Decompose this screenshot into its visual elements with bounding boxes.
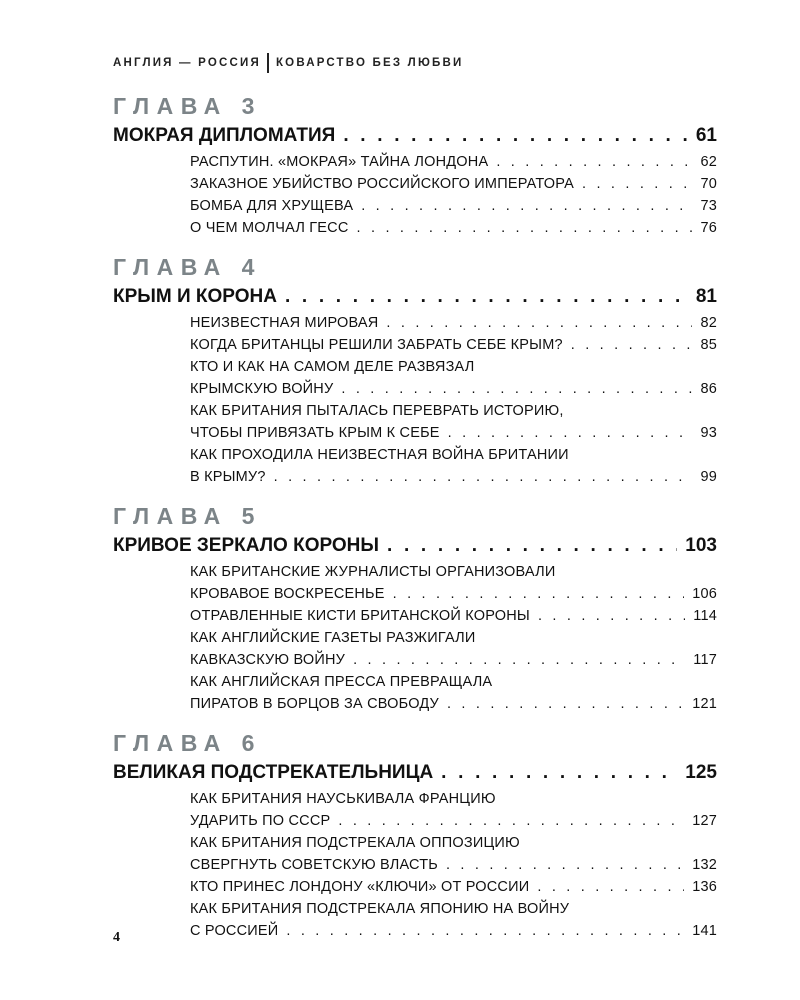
dot-leader: [537, 876, 684, 898]
dot-leader: [582, 173, 692, 195]
entry-title: БОМБА ДЛЯ ХРУЩЕВА: [190, 198, 354, 214]
toc-entry[interactable]: [190, 400, 717, 444]
chapter-entries: [190, 312, 717, 488]
chapter-6: [113, 729, 717, 942]
entry-page-number: 136: [692, 879, 717, 895]
chapter-title: КРЫМ И КОРОНА: [113, 286, 277, 307]
dot-leader: [341, 378, 692, 400]
dot-leader: [393, 583, 685, 605]
chapter-label: ГЛАВА 6: [113, 730, 262, 756]
dot-leader: [361, 195, 692, 217]
entry-title: НЕИЗВЕСТНАЯ МИРОВАЯ: [190, 315, 379, 331]
entry-title-line1: КАК АНГЛИЙСКАЯ ПРЕССА ПРЕВРАЩАЛА: [190, 674, 493, 690]
entry-title: В КРЫМУ?: [190, 469, 266, 485]
chapter-title: МОКРАЯ ДИПЛОМАТИЯ: [113, 125, 336, 146]
entry-title-line1: КТО И КАК НА САМОМ ДЕЛЕ РАЗВЯЗАЛ: [190, 359, 475, 375]
dot-leader: [386, 312, 692, 334]
chapter-page-number: 81: [695, 286, 717, 307]
dot-leader: [441, 758, 677, 788]
entry-page-number: 132: [692, 857, 717, 873]
chapter-label: ГЛАВА 3: [113, 93, 262, 119]
chapter-entries: [190, 788, 717, 942]
chapter-title-row[interactable]: [113, 282, 717, 312]
entry-page-number: 99: [700, 469, 717, 485]
dot-leader: [353, 649, 685, 671]
entry-title: КТО ПРИНЕС ЛОНДОНУ «КЛЮЧИ» ОТ РОССИИ: [190, 879, 530, 895]
entry-title: ЗАКАЗНОЕ УБИЙСТВО РОССИЙСКОГО ИМПЕРАТОРА: [190, 176, 574, 192]
entry-title-line1: КАК БРИТАНИЯ ПОДСТРЕКАЛА ОППОЗИЦИЮ: [190, 835, 520, 851]
toc-entry[interactable]: [190, 444, 717, 488]
dot-leader: [274, 466, 693, 488]
chapter-label: ГЛАВА 4: [113, 254, 262, 280]
entry-title: С РОССИЕЙ: [190, 923, 279, 939]
entry-title: СВЕРГНУТЬ СОВЕТСКУЮ ВЛАСТЬ: [190, 857, 438, 873]
dot-leader: [343, 121, 688, 151]
dot-leader: [496, 151, 692, 173]
entry-title-line1: КАК БРИТАНСКИЕ ЖУРНАЛИСТЫ ОРГАНИЗОВАЛИ: [190, 564, 556, 580]
chapter-title-row[interactable]: [113, 758, 717, 788]
header-left: АНГЛИЯ — РОССИЯ: [113, 57, 261, 69]
toc-entry[interactable]: [190, 832, 717, 876]
entry-page-number: 85: [700, 337, 717, 353]
toc-entry[interactable]: [190, 561, 717, 605]
dot-leader: [448, 422, 693, 444]
toc-entry[interactable]: [190, 356, 717, 400]
toc-entry[interactable]: [190, 195, 717, 217]
entry-title-line1: КАК ПРОХОДИЛА НЕИЗВЕСТНАЯ ВОЙНА БРИТАНИИ: [190, 447, 569, 463]
dot-leader: [446, 854, 684, 876]
entry-page-number: 86: [700, 381, 717, 397]
entry-title: ОТРАВЛЕННЫЕ КИСТИ БРИТАНСКОЙ КОРОНЫ: [190, 608, 530, 624]
toc-entry[interactable]: [190, 151, 717, 173]
entry-title: КОГДА БРИТАНЦЫ РЕШИЛИ ЗАБРАТЬ СЕБЕ КРЫМ?: [190, 337, 563, 353]
toc-entry[interactable]: [190, 627, 717, 671]
toc-entry[interactable]: [190, 217, 717, 239]
entry-page-number: 76: [700, 220, 717, 236]
toc-entry[interactable]: [190, 334, 717, 356]
toc-entry[interactable]: [190, 876, 717, 898]
entry-title: УДАРИТЬ ПО СССР: [190, 813, 331, 829]
entry-title: КАВКАЗСКУЮ ВОЙНУ: [190, 652, 346, 668]
chapter-page-number: 125: [685, 762, 717, 783]
entry-title-line1: КАК БРИТАНИЯ ПЫТАЛАСЬ ПЕРЕВРАТЬ ИСТОРИЮ,: [190, 403, 564, 419]
toc-entry[interactable]: [190, 312, 717, 334]
running-header: [113, 53, 463, 73]
toc-entry[interactable]: [190, 788, 717, 832]
dot-leader: [387, 531, 677, 561]
entry-page-number: 117: [693, 652, 717, 668]
header-separator: [267, 53, 269, 73]
entry-page-number: 93: [700, 425, 717, 441]
dot-leader: [538, 605, 685, 627]
dot-leader: [285, 282, 688, 312]
dot-leader: [286, 920, 684, 942]
page-number: 4: [113, 930, 120, 945]
toc-entry[interactable]: [190, 671, 717, 715]
entry-page-number: 141: [692, 923, 717, 939]
dot-leader: [357, 217, 693, 239]
chapter-title-row[interactable]: [113, 121, 717, 151]
chapter-entries: [190, 561, 717, 715]
chapter-title: КРИВОЕ ЗЕРКАЛО КОРОНЫ: [113, 535, 379, 556]
table-of-contents: [113, 92, 717, 942]
entry-page-number: 114: [693, 608, 717, 624]
chapter-entries: [190, 151, 717, 239]
entry-page-number: 62: [700, 154, 717, 170]
entry-page-number: 106: [692, 586, 717, 602]
chapter-page-number: 103: [685, 535, 717, 556]
chapter-3: [113, 92, 717, 239]
dot-leader: [338, 810, 684, 832]
entry-title-line1: КАК АНГЛИЙСКИЕ ГАЗЕТЫ РАЗЖИГАЛИ: [190, 630, 476, 646]
entry-page-number: 127: [692, 813, 717, 829]
toc-entry[interactable]: [190, 898, 717, 942]
dot-leader: [571, 334, 693, 356]
chapter-label: ГЛАВА 5: [113, 503, 262, 529]
toc-entry[interactable]: [190, 605, 717, 627]
entry-title: РАСПУТИН. «МОКРАЯ» ТАЙНА ЛОНДОНА: [190, 154, 489, 170]
entry-title: ЧТОБЫ ПРИВЯЗАТЬ КРЫМ К СЕБЕ: [190, 425, 440, 441]
header-right: КОВАРСТВО БЕЗ ЛЮБВИ: [275, 57, 464, 69]
entry-page-number: 70: [700, 176, 717, 192]
chapter-4: [113, 253, 717, 488]
entry-title-line1: КАК БРИТАНИЯ ПОДСТРЕКАЛА ЯПОНИЮ НА ВОЙНУ: [190, 901, 570, 917]
entry-page-number: 121: [692, 696, 717, 712]
toc-entry[interactable]: [190, 173, 717, 195]
entry-title: КРЫМСКУЮ ВОЙНУ: [190, 381, 334, 397]
chapter-title: ВЕЛИКАЯ ПОДСТРЕКАТЕЛЬНИЦА: [113, 762, 434, 783]
entry-title: О ЧЕМ МОЛЧАЛ ГЕСС: [190, 220, 349, 236]
dot-leader: [447, 693, 684, 715]
entry-page-number: 73: [700, 198, 717, 214]
chapter-5: [113, 502, 717, 715]
entry-title: ПИРАТОВ В БОРЦОВ ЗА СВОБОДУ: [190, 696, 439, 712]
chapter-title-row[interactable]: [113, 531, 717, 561]
entry-title: КРОВАВОЕ ВОСКРЕСЕНЬЕ: [190, 586, 385, 602]
entry-page-number: 82: [700, 315, 717, 331]
entry-title-line1: КАК БРИТАНИЯ НАУСЬКИВАЛА ФРАНЦИЮ: [190, 791, 496, 807]
chapter-page-number: 61: [695, 125, 717, 146]
